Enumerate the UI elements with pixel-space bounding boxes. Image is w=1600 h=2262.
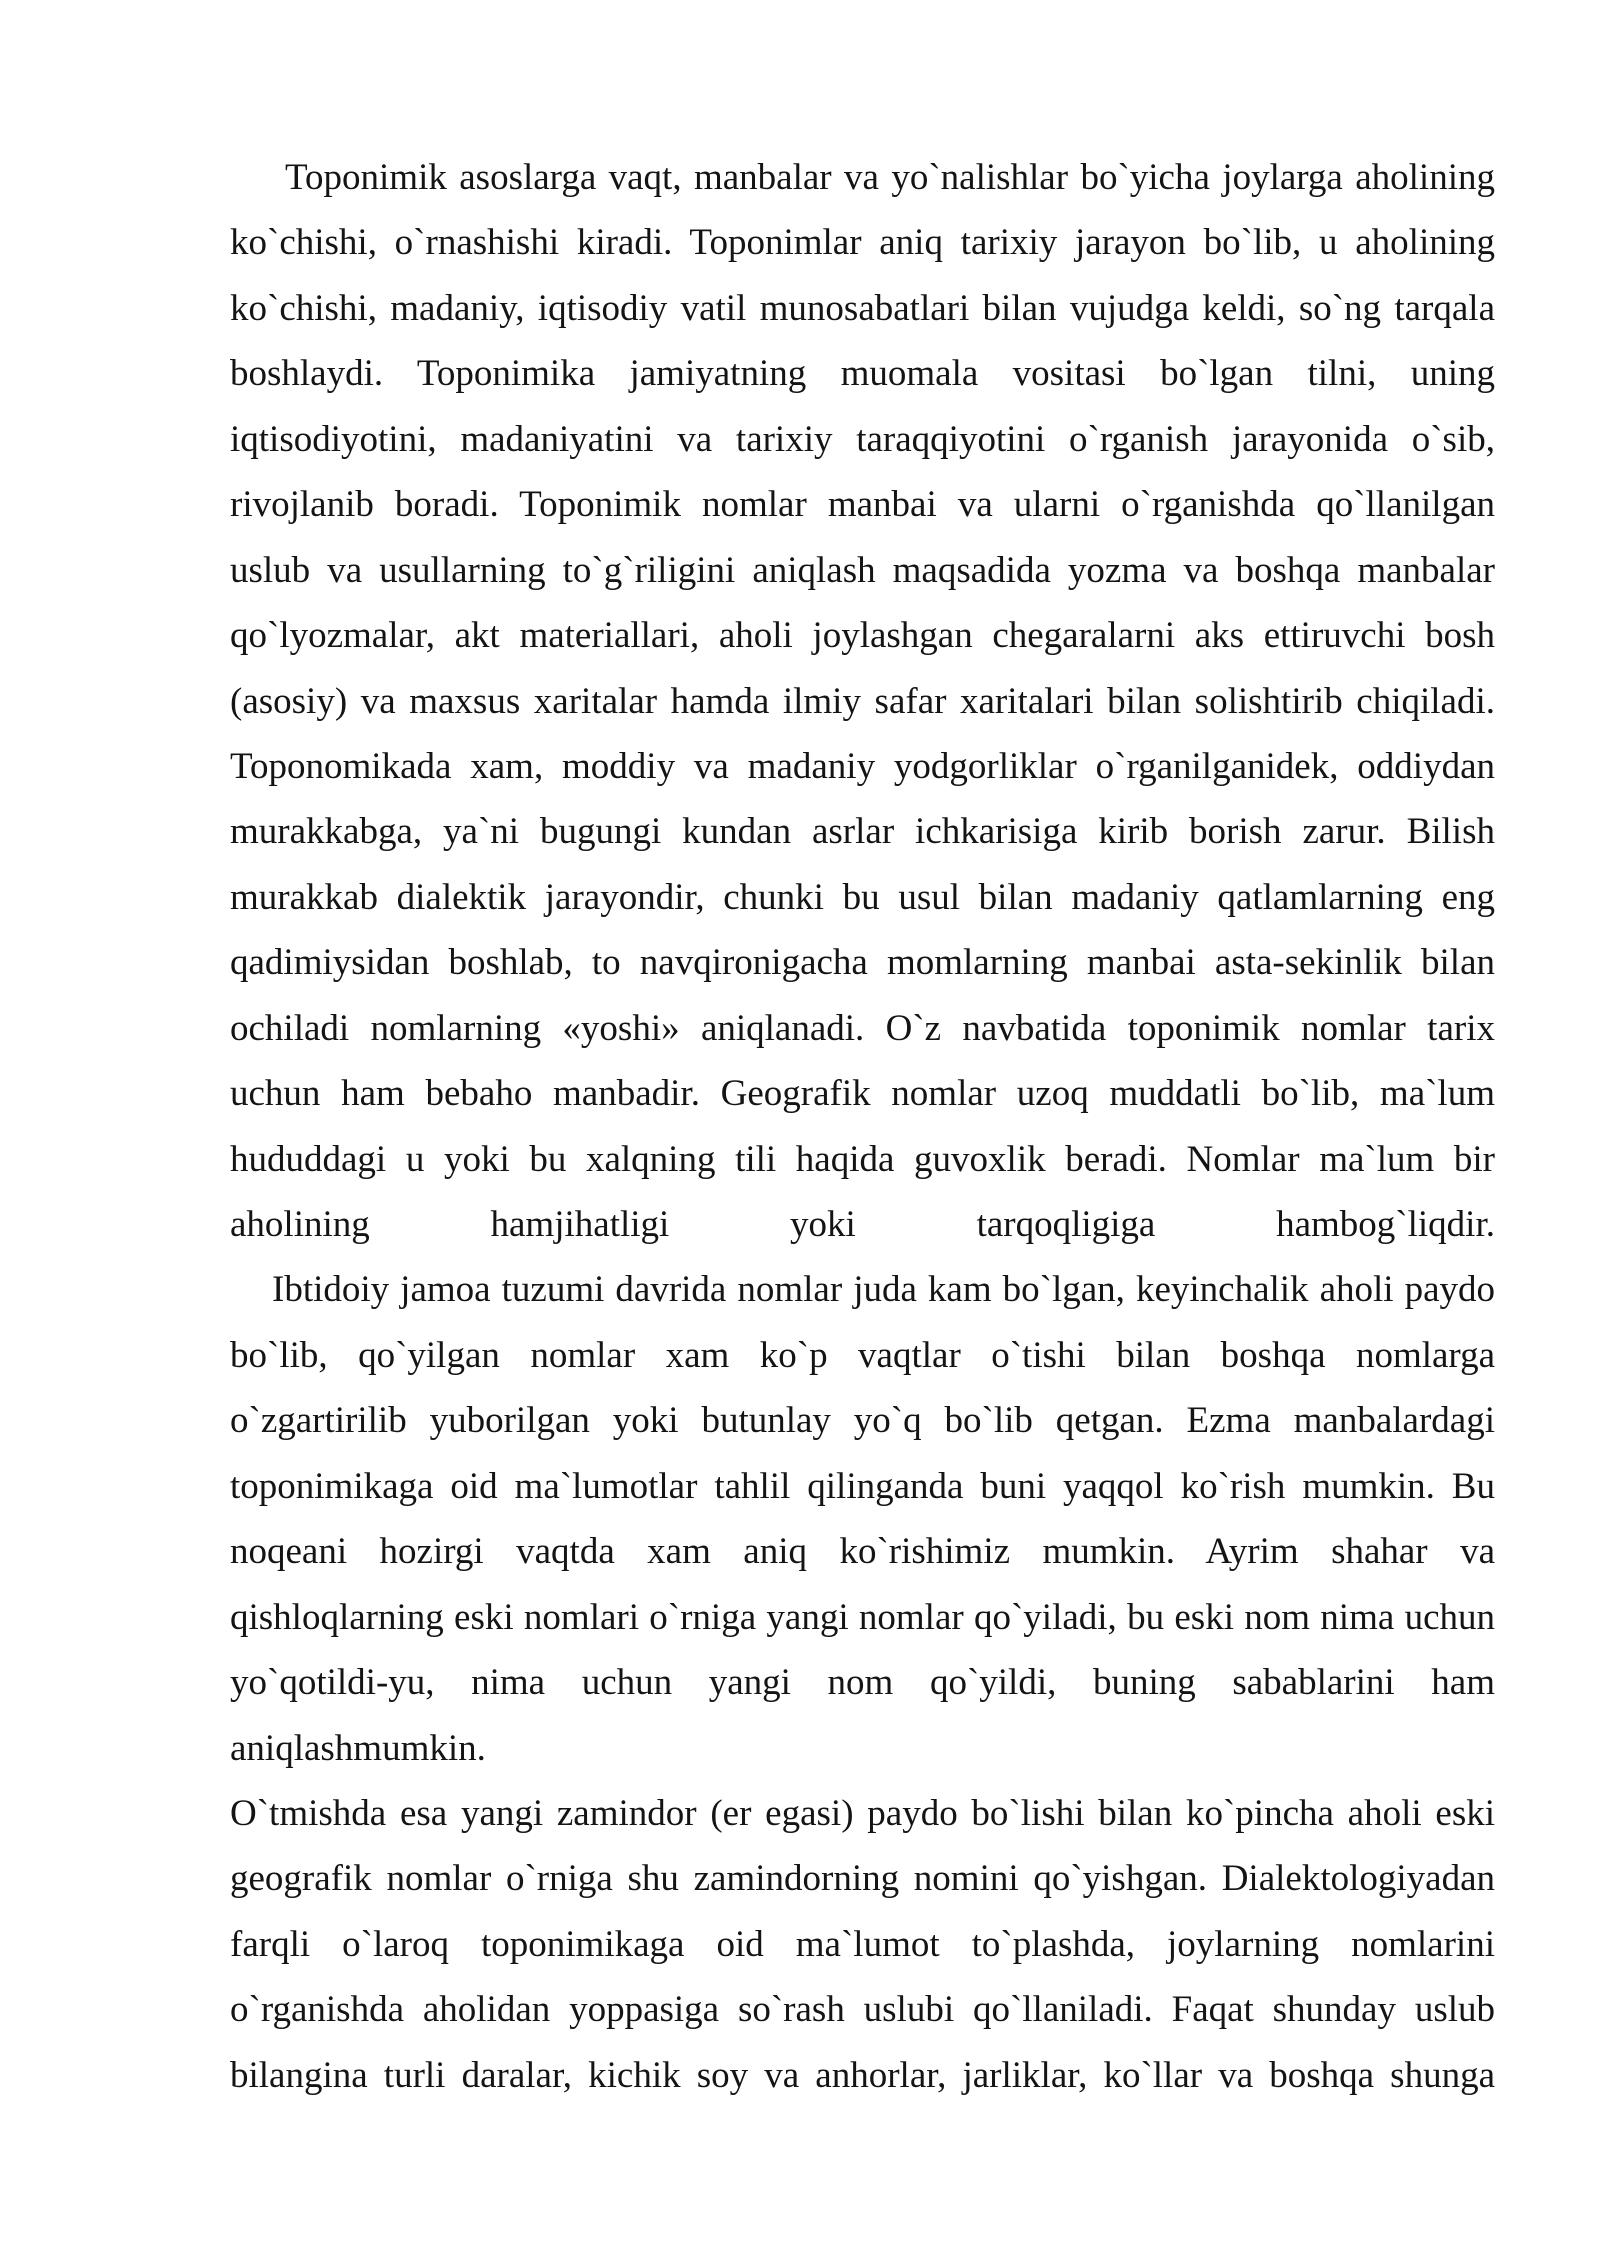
paragraph-2 <box>230 1257 1495 1781</box>
text-line: uslub va usullarning to`g`riligini aniqlash maqsadida yozma va boshqa manbalar <box>230 549 1495 591</box>
text-line: Ibtidoiy jamoa tuzumi davrida nomlar juda kam bo`lgan, keyinchalik aholi paydo <box>272 1269 1495 1311</box>
text-line: bo`lib, qo`yilgan nomlar xam ko`p vaqtlar o`tishi bilan boshqa nomlarga <box>230 1334 1495 1376</box>
text-line: aniqlashmumkin. <box>230 1727 486 1769</box>
text-line: aholining hamjihatligi yoki tarqoqligiga hambog`liqdir. <box>230 1204 1495 1245</box>
text-line: boshlaydi. Toponimika jamiyatning muomala vositasi bo`lgan tilni, uning <box>230 353 1495 395</box>
paragraph-3 <box>230 1781 1495 2108</box>
text-line: geografik nomlar o`rniga shu zamindorning nomini qo`yishgan. Dialektologiyadan <box>230 1858 1495 1900</box>
text-line: Toponomikada xam, moddiy va madaniy yodgorliklar o`rganilganidek, oddiydan <box>230 745 1495 787</box>
paragraph-1 <box>230 145 1495 1257</box>
body-text <box>230 145 1495 2108</box>
text-line: iqtisodiyotini, madaniyatini va tarixiy taraqqiyotini o`rganish jarayonida o`sib, <box>230 418 1495 460</box>
text-line: qishloqlarning eski nomlari o`rniga yangi nomlar qo`yiladi, bu eski nom nima uchun <box>230 1596 1495 1638</box>
text-line: ko`chishi, madaniy, iqtisodiy vatil munosabatlari bilan vujudga keldi, so`ng tarqala <box>230 287 1495 329</box>
text-line: rivojlanib boradi. Toponimik nomlar manbai va ularni o`rganishda qo`llanilgan <box>230 484 1495 526</box>
text-line: hududdagi u yoki bu xalqning tili haqida guvoxlik beradi. Nomlar ma`lum bir <box>230 1138 1495 1180</box>
text-line: noqeani hozirgi vaqtda xam aniq ko`rishimiz mumkin. Ayrim shahar va <box>230 1531 1495 1573</box>
text-line: qo`lyozmalar, akt materiallari, aholi joylashgan chegaralarni aks ettiruvchi bosh <box>230 615 1495 657</box>
text-line: murakkabga, ya`ni bugungi kundan asrlar ichkarisiga kirib borish zarur. Bilish <box>230 811 1495 853</box>
text-line: toponimikaga oid ma`lumotlar tahlil qilinganda buni yaqqol ko`rish mumkin. Bu <box>230 1465 1495 1507</box>
text-line: qadimiysidan boshlab, to navqironigacha momlarning manbai asta-sekinlik bilan <box>230 942 1495 984</box>
text-line: O`tmishda esa yangi zamindor (er egasi) paydo bo`lishi bilan ko`pincha aholi eski <box>230 1792 1495 1834</box>
text-line: yo`qotildi-yu, nima uchun yangi nom qo`yildi, buning sabablarini ham <box>230 1662 1495 1704</box>
text-line: farqli o`laroq toponimikaga oid ma`lumot to`plashda, joylarning nomlarini <box>230 1923 1495 1965</box>
text-line: bilangina turli daralar, kichik soy va anhorlar, jarliklar, ko`llar va boshqa shunga <box>230 2054 1495 2096</box>
text-line: (asosiy) va maxsus xaritalar hamda ilmiy safar xaritalari bilan solishtirib chiqiladi. <box>230 680 1495 722</box>
text-line: o`zgartirilib yuborilgan yoki butunlay yo`q bo`lib qetgan. Ezma manbalardagi <box>230 1400 1495 1442</box>
text-line: o`rganishda aholidan yoppasiga so`rash uslubi qo`llaniladi. Faqat shunday uslub <box>230 1989 1495 2031</box>
text-line: ochiladi nomlarning «yoshi» aniqlanadi. O`z navbatida toponimik nomlar tarix <box>230 1007 1495 1049</box>
text-line: ko`chishi, o`rnashishi kiradi. Toponimlar aniq tarixiy jarayon bo`lib, u aholining <box>230 222 1495 264</box>
text-line: uchun ham bebaho manbadir. Geografik nomlar uzoq muddatli bo`lib, ma`lum <box>230 1073 1495 1115</box>
text-line: murakkab dialektik jarayondir, chunki bu usul bilan madaniy qatlamlarning eng <box>230 876 1495 918</box>
text-line: Toponimik asoslarga vaqt, manbalar va yo`nalishlar bo`yicha joylarga aholining <box>285 157 1495 198</box>
